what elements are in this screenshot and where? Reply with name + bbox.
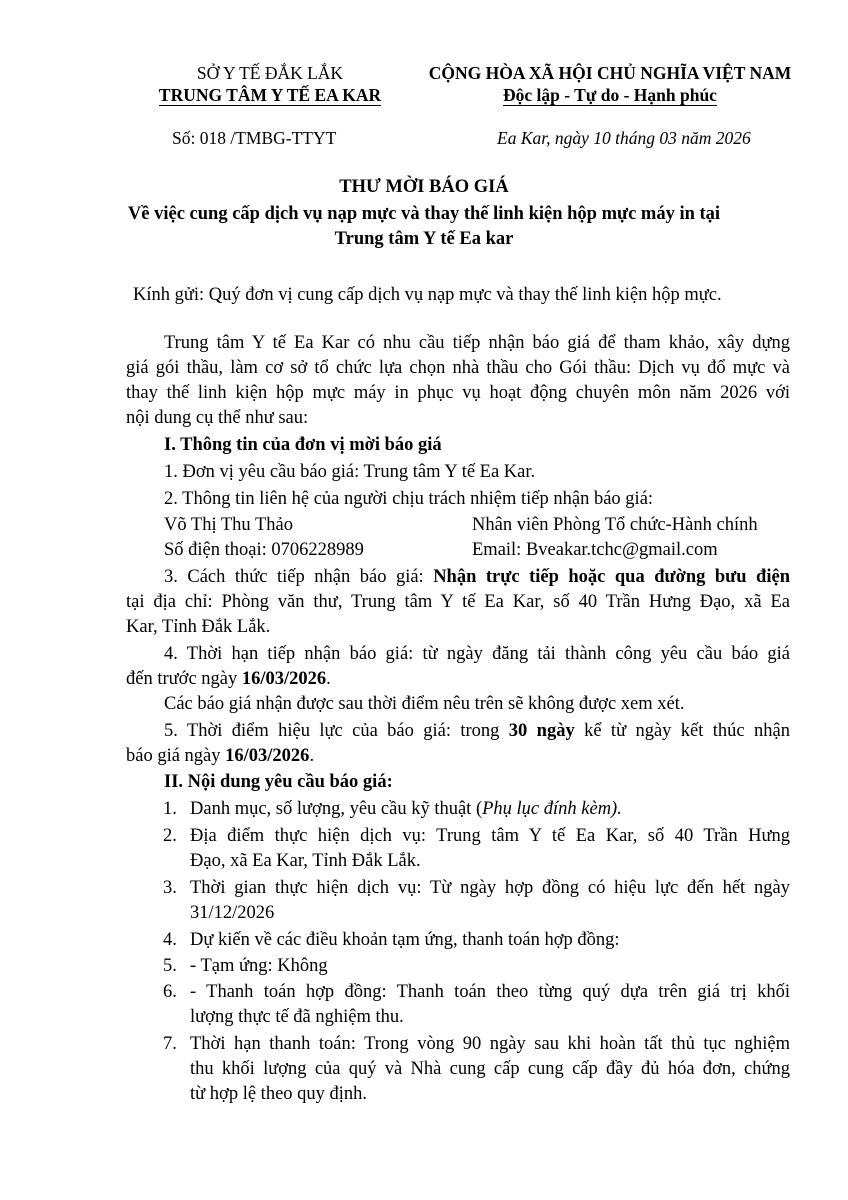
- section1-item2: 2. Thông tin liên hệ của người chịu trách nhiệm tiếp nhận báo giá:: [164, 489, 654, 509]
- intro-line: thay thế linh kiện hộp mực máy in phục vụ hoạt động chuyên môn năm 2026 với: [126, 383, 790, 403]
- section1-item3-address: tại địa chỉ: Phòng văn thư, Trung tâm Y tế Ea Kar, số 40 Trần Hưng Đạo, xã Ea: [126, 592, 790, 612]
- list-item-continuation: 31/12/2026: [190, 903, 275, 923]
- contact-email: Email: Bveakar.tchc@gmail.com: [472, 540, 718, 560]
- section2-heading: II. Nội dung yêu cầu báo giá:: [164, 772, 393, 792]
- list-number: 6.: [163, 982, 177, 1002]
- list-number: 7.: [163, 1034, 177, 1054]
- document-number: Số: 018 /TMBG-TTYT: [172, 128, 337, 148]
- list-item: Thời hạn thanh toán: Trong vòng 90 ngày sau khi hoàn tất thủ tục nghiệm: [190, 1034, 790, 1054]
- section1-item3-address-end: Kar, Tỉnh Đắk Lắk.: [126, 617, 271, 637]
- contact-phone: Số điện thoại: 0706228989: [164, 540, 364, 560]
- section1-item5-date: báo giá ngày 16/03/2026.: [126, 746, 315, 766]
- agency-name: SỞ Y TẾ ĐẮK LẮK: [196, 63, 344, 83]
- list-item: Dự kiến về các điều khoản tạm ứng, thanh toán hợp đồng:: [190, 930, 620, 950]
- list-item: Danh mục, số lượng, yêu cầu kỹ thuật (Phụ lục đính kèm).: [190, 799, 622, 819]
- place-date: Ea Kar, ngày 10 tháng 03 năm 2026: [497, 128, 751, 148]
- national-motto: Độc lập - Tự do - Hạnh phúc: [503, 85, 717, 105]
- list-number: 5.: [163, 956, 177, 976]
- document-title: THƯ MỜI BÁO GIÁ: [339, 177, 509, 197]
- document-subject-line2: Trung tâm Y tế Ea kar: [334, 229, 514, 249]
- section1-item5: 5. Thời điểm hiệu lực của báo giá: trong 30 ngày kể từ ngày kết thúc nhận: [164, 721, 790, 741]
- list-number: 3.: [163, 878, 177, 898]
- list-item: Thời gian thực hiện dịch vụ: Từ ngày hợp đồng có hiệu lực đến hết ngày: [190, 878, 790, 898]
- list-number: 4.: [163, 930, 177, 950]
- list-item-continuation: Đạo, xã Ea Kar, Tỉnh Đắk Lắk.: [190, 851, 421, 871]
- list-item: - Thanh toán hợp đồng: Thanh toán theo từng quý dựa trên giá trị khối: [190, 982, 790, 1002]
- list-item-continuation: lượng thực tế đã nghiệm thu.: [190, 1007, 404, 1027]
- intro-line: nội dung cụ thể như sau:: [126, 408, 309, 428]
- section1-item4-note: Các báo giá nhận được sau thời điểm nêu trên sẽ không được xem xét.: [164, 694, 685, 714]
- national-title: CỘNG HÒA XÃ HỘI CHỦ NGHĨA VIỆT NAM: [428, 63, 792, 83]
- intro-line: Trung tâm Y tế Ea Kar có nhu cầu tiếp nhận báo giá để tham khảo, xây dựng: [164, 333, 790, 353]
- intro-line: giá gói thầu, làm cơ sở tổ chức lựa chọn nhà thầu cho Gói thầu: Dịch vụ đổ mực và: [126, 358, 790, 378]
- list-number: 1.: [163, 799, 177, 819]
- section1-item4-deadline: đến trước ngày 16/03/2026.: [126, 669, 331, 689]
- section1-item3: 3. Cách thức tiếp nhận báo giá: Nhận trực tiếp hoặc qua đường bưu điện: [164, 567, 790, 587]
- section1-heading: I. Thông tin của đơn vị mời báo giá: [164, 435, 442, 455]
- recipient: Kính gửi: Quý đơn vị cung cấp dịch vụ nạp mực và thay thế linh kiện hộp mực.: [133, 285, 722, 305]
- list-item-continuation: thu khối lượng của quý và Nhà cung cấp cung cấp đầy đủ hóa đơn, chứng: [190, 1059, 790, 1079]
- list-item: - Tạm ứng: Không: [190, 956, 328, 976]
- contact-name: Võ Thị Thu Thảo: [164, 515, 293, 535]
- list-item: Địa điểm thực hiện dịch vụ: Trung tâm Y tế Ea Kar, số 40 Trần Hưng: [190, 826, 790, 846]
- document-subject-line1: Về việc cung cấp dịch vụ nạp mực và thay thế linh kiện hộp mực máy in tại: [127, 204, 721, 224]
- list-number: 2.: [163, 826, 177, 846]
- list-item-continuation: từ hợp lệ theo quy định.: [190, 1084, 368, 1104]
- organization-name: TRUNG TÂM Y TẾ EA KAR: [158, 85, 382, 105]
- section1-item4: 4. Thời hạn tiếp nhận báo giá: từ ngày đăng tải thành công yêu cầu báo giá: [164, 644, 790, 664]
- section1-item1: 1. Đơn vị yêu cầu báo giá: Trung tâm Y tế Ea Kar.: [164, 462, 536, 482]
- contact-role: Nhân viên Phòng Tổ chức-Hành chính: [472, 515, 758, 535]
